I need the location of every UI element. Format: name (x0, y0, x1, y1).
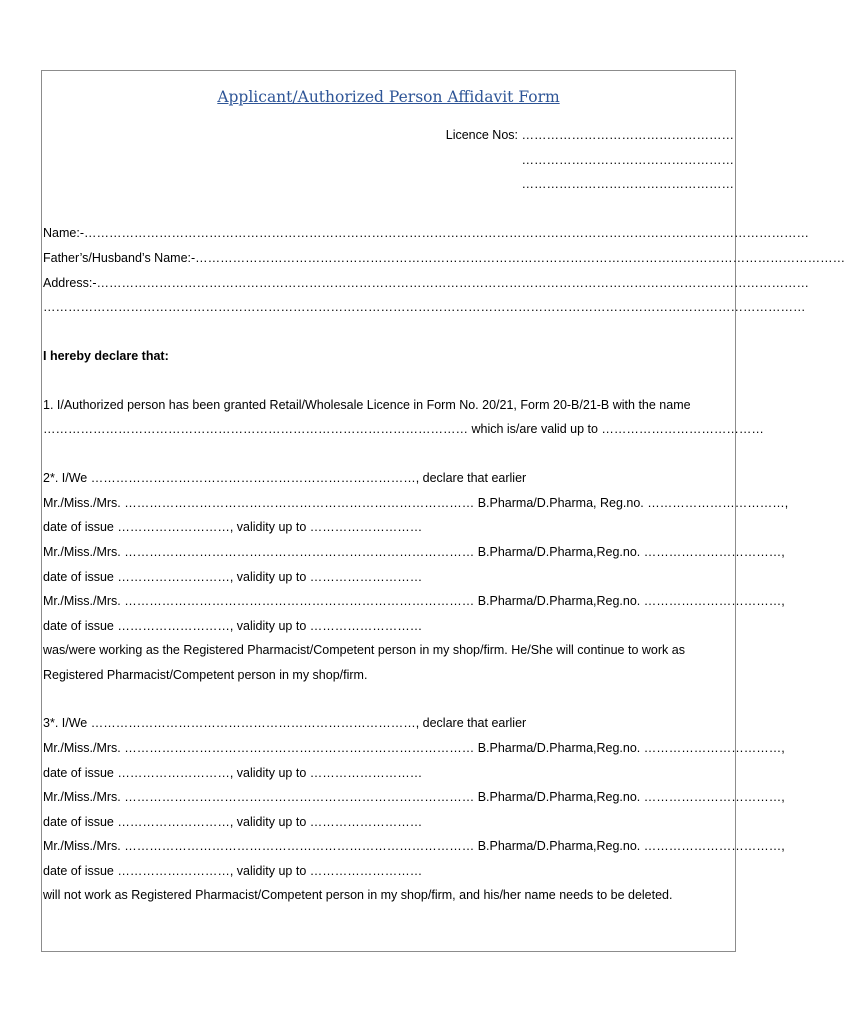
item3-person-1: Mr./Miss./Mrs. ………………………………………………………………………… B.Pharma/D.Pharma,Reg.no. ……………………………, (43, 741, 785, 755)
father-husband-name-field: Father’s/Husband’s Name:-………………………………………………………………………………………………………………………………………… (43, 251, 845, 265)
item2-person-1: Mr./Miss./Mrs. ………………………………………………………………………… B.Pharma/D.Pharma, Reg.no. ……………………………, (43, 496, 789, 510)
form-title: Applicant/Authorized Person Affidavit Form (217, 88, 560, 106)
item2-person-2: Mr./Miss./Mrs. ………………………………………………………………………… B.Pharma/D.Pharma,Reg.no. ……………………………, (43, 545, 785, 559)
address-field: Address:-……………………………………………………………………………………………………………………………………………………… (43, 276, 809, 290)
item1-line1: 1. I/Authorized person has been granted Retail/Wholesale Licence in Form No. 20/21, Form 20-B/21-B with the name (43, 398, 691, 412)
item2-date-3: date of issue ………………………, validity up to ……………………… (43, 619, 423, 633)
name-field: Name:-………………………………………………………………………………………………………………………………………………………… (43, 226, 809, 240)
licence-dots-1: …………………………………………… (521, 128, 734, 142)
item2-close-1: was/were working as the Registered Pharmacist/Competent person in my shop/firm. He/She will continue to work as (43, 643, 685, 657)
item3-close: will not work as Registered Pharmacist/Competent person in my shop/firm, and his/her name needs to be deleted. (43, 888, 673, 902)
item2-date-2: date of issue ………………………, validity up to ……………………… (43, 570, 423, 584)
item3-date-3: date of issue ………………………, validity up to ……………………… (43, 864, 423, 878)
item2-date-1: date of issue ………………………, validity up to ……………………… (43, 520, 423, 534)
address-continuation: ………………………………………………………………………………………………………………………………………………………………… (43, 300, 806, 314)
item2-intro: 2*. I/We ……………………………………………………………………, declare that earlier (43, 471, 527, 485)
item1-line2: ………………………………………………………………………………………… which is/are valid up to ………………………………… (43, 422, 764, 436)
declaration-heading: I hereby declare that: (43, 349, 169, 363)
licence-line-1 (446, 127, 734, 143)
licence-dots-3: …………………………………………… (521, 177, 734, 191)
item2-close-2: Registered Pharmacist/Competent person in my shop/firm. (43, 668, 368, 682)
item3-person-2: Mr./Miss./Mrs. ………………………………………………………………………… B.Pharma/D.Pharma,Reg.no. ……………………………, (43, 790, 785, 804)
item3-intro: 3*. I/We ……………………………………………………………………, declare that earlier (43, 716, 527, 730)
item2-person-3: Mr./Miss./Mrs. ………………………………………………………………………… B.Pharma/D.Pharma,Reg.no. ……………………………, (43, 594, 785, 608)
item3-person-3: Mr./Miss./Mrs. ………………………………………………………………………… B.Pharma/D.Pharma,Reg.no. ……………………………, (43, 839, 785, 853)
licence-dots-2: …………………………………………… (521, 153, 734, 167)
item3-date-1: date of issue ………………………, validity up to ……………………… (43, 766, 423, 780)
licence-label: Licence Nos: (445, 128, 519, 142)
item3-date-2: date of issue ………………………, validity up to ……………………… (43, 815, 423, 829)
